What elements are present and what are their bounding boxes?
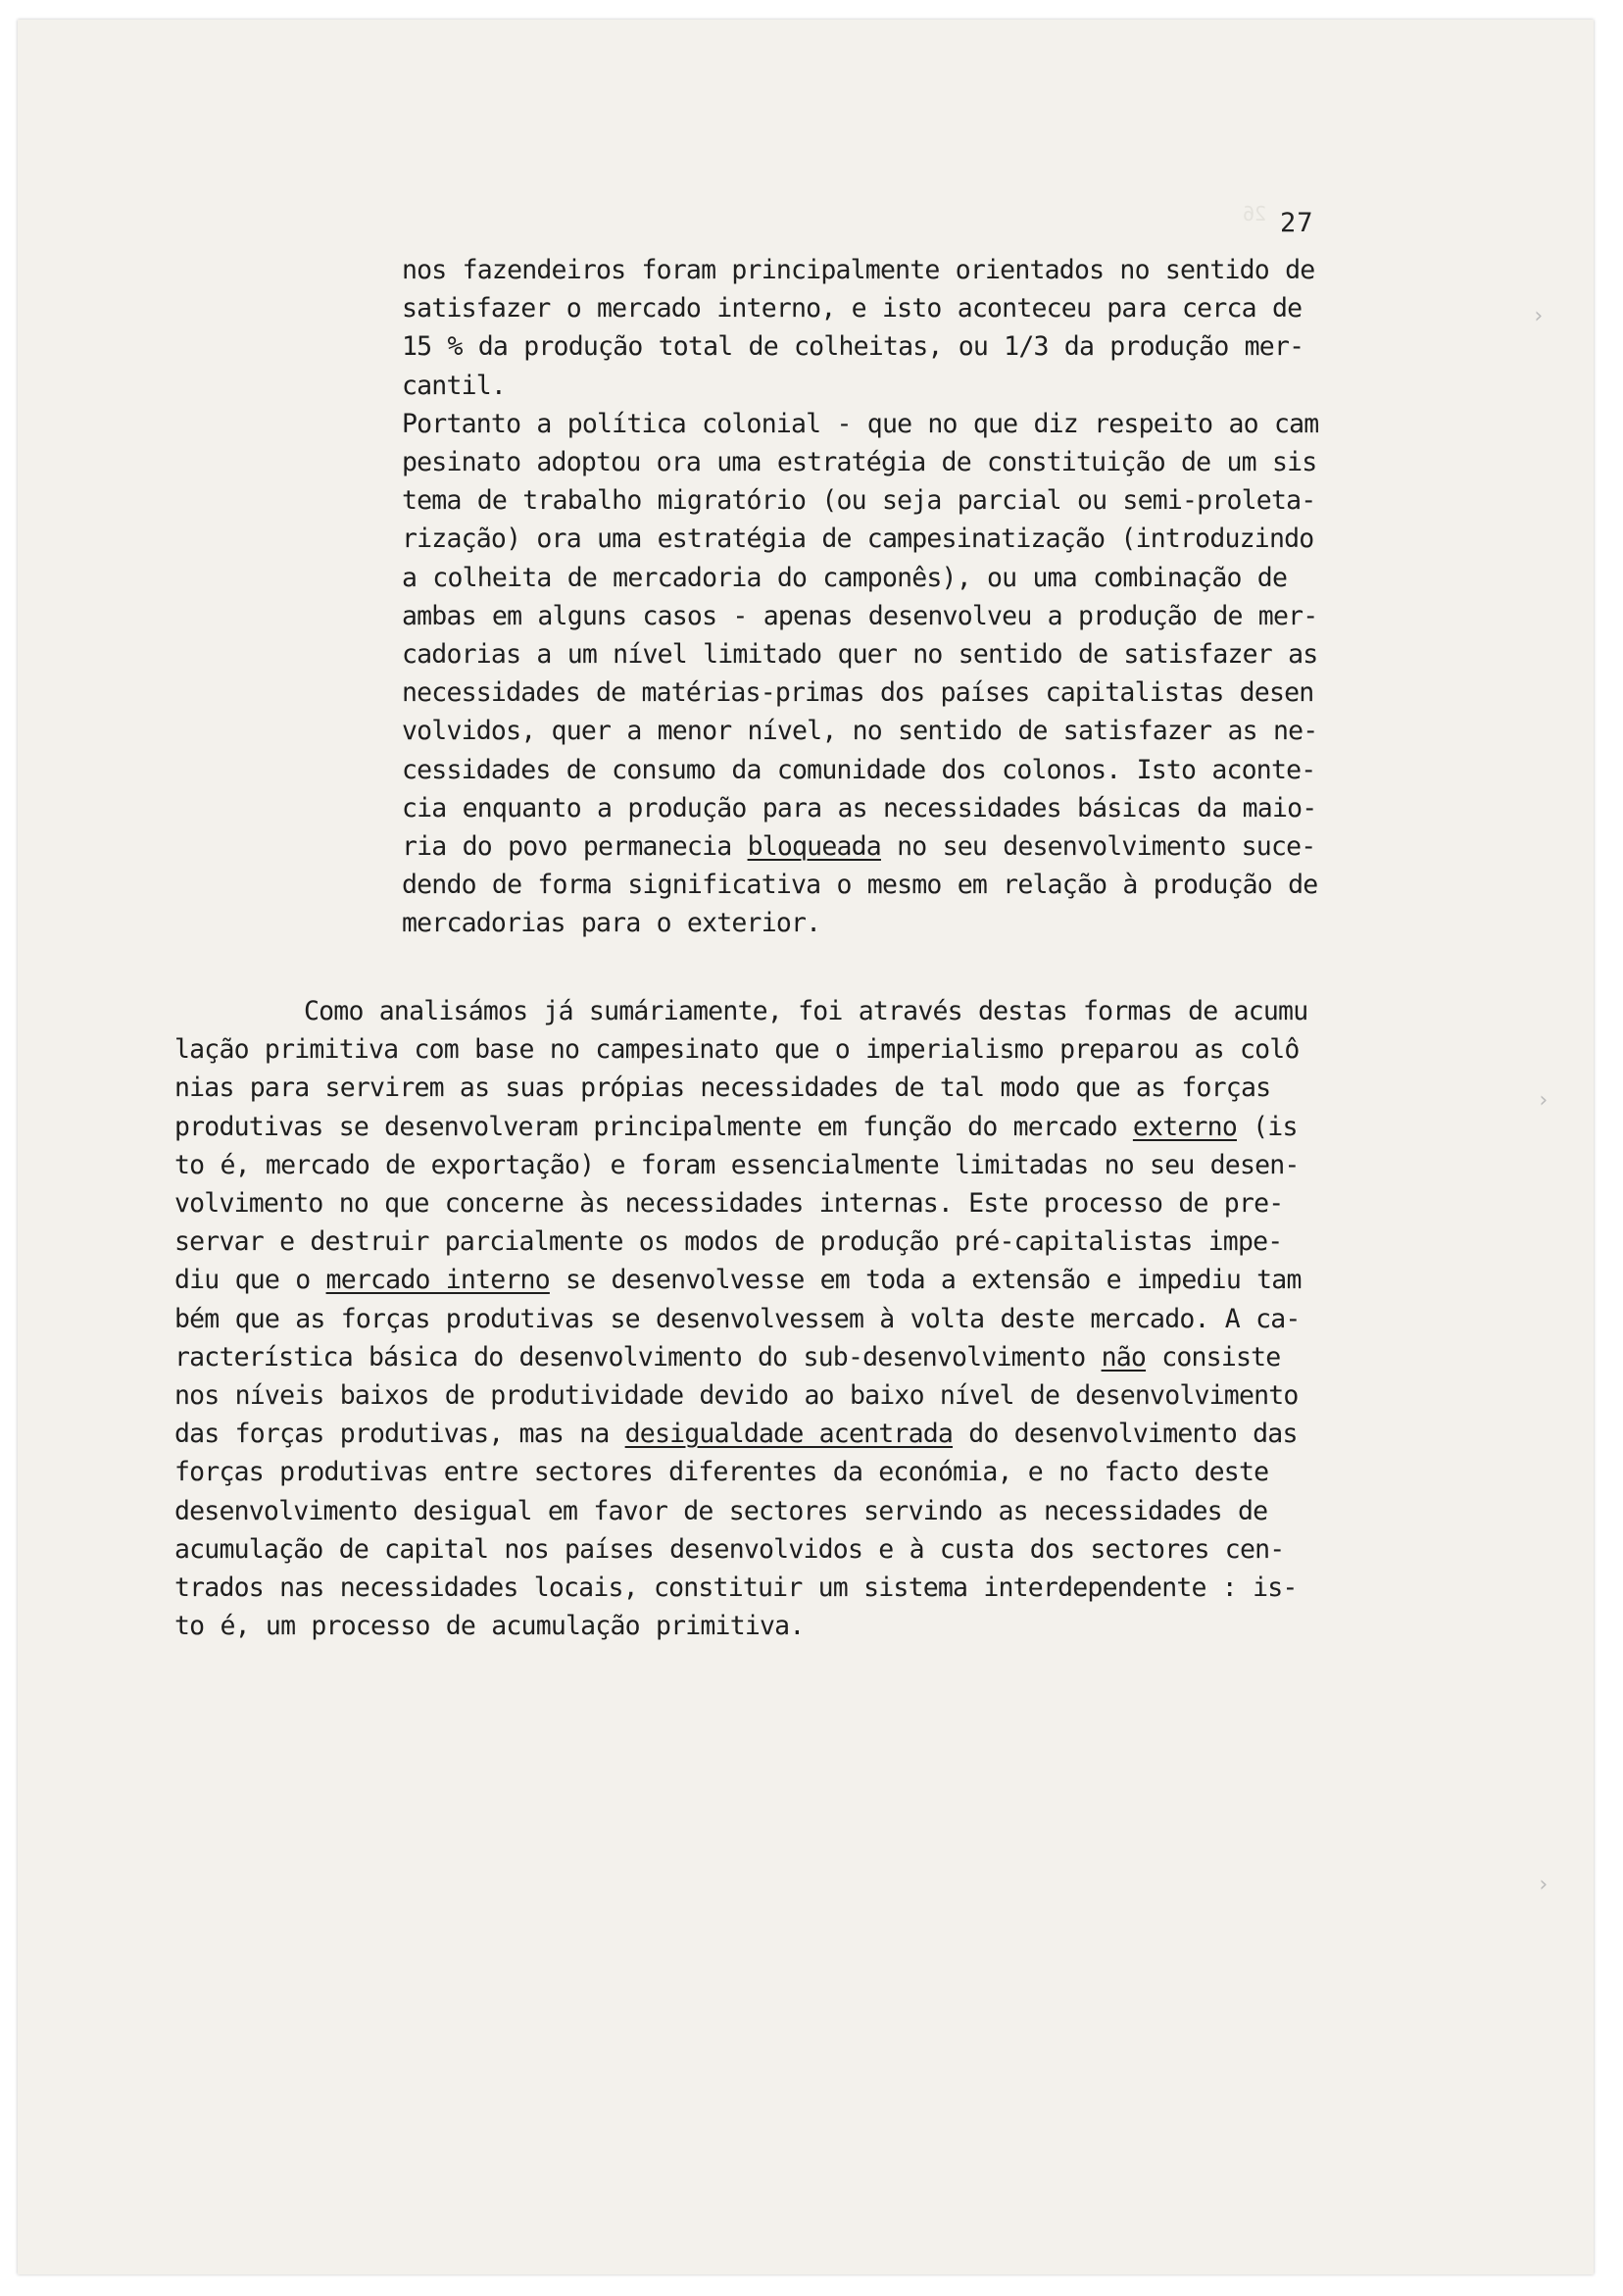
text-segment: consiste (1146, 1341, 1281, 1373)
text-line: desenvolvimento desigual em favor de sectores servindo as necessidades de (174, 1495, 1268, 1526)
text-line: acumulação de capital nos países desenvolvidos e à custa dos sectores cen- (174, 1533, 1285, 1565)
text-line: volvidos, quer a menor nível, no sentido de satisfazer as ne- (402, 716, 1318, 747)
text-line: forças produtivas entre sectores diferentes da económia, e no facto deste (174, 1457, 1269, 1488)
binding-hole-mark: › (1537, 1088, 1550, 1113)
text-segment: das forças produtivas, mas na (174, 1419, 625, 1450)
text-segment: ria do povo permanecia (402, 831, 748, 862)
text-line: to é, mercado de exportação) e foram essencialmente limitadas no seu desen- (174, 1149, 1300, 1180)
text-line: dendo de forma significativa o mesmo em relação à produção de (402, 870, 1318, 901)
text-segment: racterística básica do desenvolvimento do sub-desenvolvimento (174, 1341, 1102, 1373)
text-line: 15 % da produção total de colheitas, ou 1/3 da produção mer- (402, 331, 1304, 363)
text-segment: no seu desenvolvimento suce- (880, 831, 1316, 862)
text-line (174, 1415, 1298, 1453)
text-line: Portanto a política colonial - que no que diz respeito ao cam (402, 408, 1319, 439)
text-segment: produtivas se desenvolveram principalmente em função do mercado (174, 1111, 1133, 1142)
page-number: 27 (1280, 208, 1314, 238)
underlined-text: não (1101, 1341, 1147, 1373)
text-segment: (is (1236, 1111, 1298, 1142)
underlined-text: desigualdade acentrada (624, 1419, 954, 1450)
underlined-text: mercado interno (325, 1265, 550, 1296)
text-line: tema de trabalho migratório (ou seja parcial ou semi-proleta- (402, 485, 1316, 517)
bleed-through-text: 26 (1243, 202, 1267, 225)
text-line: servar e destruir parcialmente os modos de produção pré-capitalistas impe- (174, 1226, 1283, 1258)
text-segment: do desenvolvimento das (953, 1419, 1298, 1450)
underlined-text: externo (1132, 1111, 1237, 1142)
text-segment: se desenvolvesse em toda a extensão e impediu tam (549, 1265, 1302, 1296)
text-line: nos fazendeiros foram principalmente orientados no sentido de (402, 255, 1315, 285)
text-line: pesinato adoptou ora uma estratégia de constituição de um sis (402, 447, 1317, 477)
text-line (174, 1108, 1298, 1146)
text-line: bém que as forças produtivas se desenvolvessem à volta deste mercado. A ca- (174, 1303, 1301, 1334)
text-line (402, 827, 1315, 866)
underlined-text: bloqueada (747, 831, 881, 862)
text-line: ambas em alguns casos - apenas desenvolveu a produção de mer- (402, 600, 1318, 631)
binding-hole-mark: › (1532, 304, 1546, 328)
text-line: satisfazer o mercado interno, e isto aconteceu para cerca de (402, 293, 1303, 324)
text-line (174, 1261, 1302, 1299)
text-line: necessidades de matérias-primas dos países capitalistas desen (402, 677, 1314, 709)
text-line: to é, um processo de acumulação primitiva. (174, 1611, 805, 1642)
text-line: cadorias a um nível limitado quer no sentido de satisfazer as (402, 639, 1318, 670)
text-line: cessidades de consumo da comunidade dos colonos. Isto aconte- (402, 754, 1316, 785)
text-line: Como analisámos já sumáriamente, foi através destas formas de acumu (304, 996, 1308, 1026)
text-line: cantil. (402, 370, 507, 401)
text-line: nias para servirem as suas própias necessidades de tal modo que as forças (174, 1073, 1271, 1104)
text-line: a colheita de mercadoria do camponês), ou uma combinação de (402, 562, 1288, 593)
text-line: rização) ora uma estratégia de campesinatização (introduzindo (402, 524, 1314, 555)
text-line (174, 1338, 1280, 1376)
binding-hole-mark: › (1537, 1872, 1550, 1897)
text-segment: diu que o (174, 1265, 326, 1296)
text-line: lação primitiva com base no campesinato que o imperialismo preparou as colô (174, 1034, 1300, 1066)
text-line: nos níveis baixos de produtividade devido ao baixo nível de desenvolvimento (174, 1380, 1299, 1411)
text-line: mercadorias para o exterior. (402, 908, 821, 939)
text-line: volvimento no que concerne às necessidades internas. Este processo de pre- (174, 1188, 1284, 1219)
text-line: cia enquanto a produção para as necessidades básicas da maio- (402, 792, 1317, 824)
document-page (18, 20, 1594, 2274)
text-line: trados nas necessidades locais, constituir um sistema interdependente : is- (174, 1572, 1298, 1603)
